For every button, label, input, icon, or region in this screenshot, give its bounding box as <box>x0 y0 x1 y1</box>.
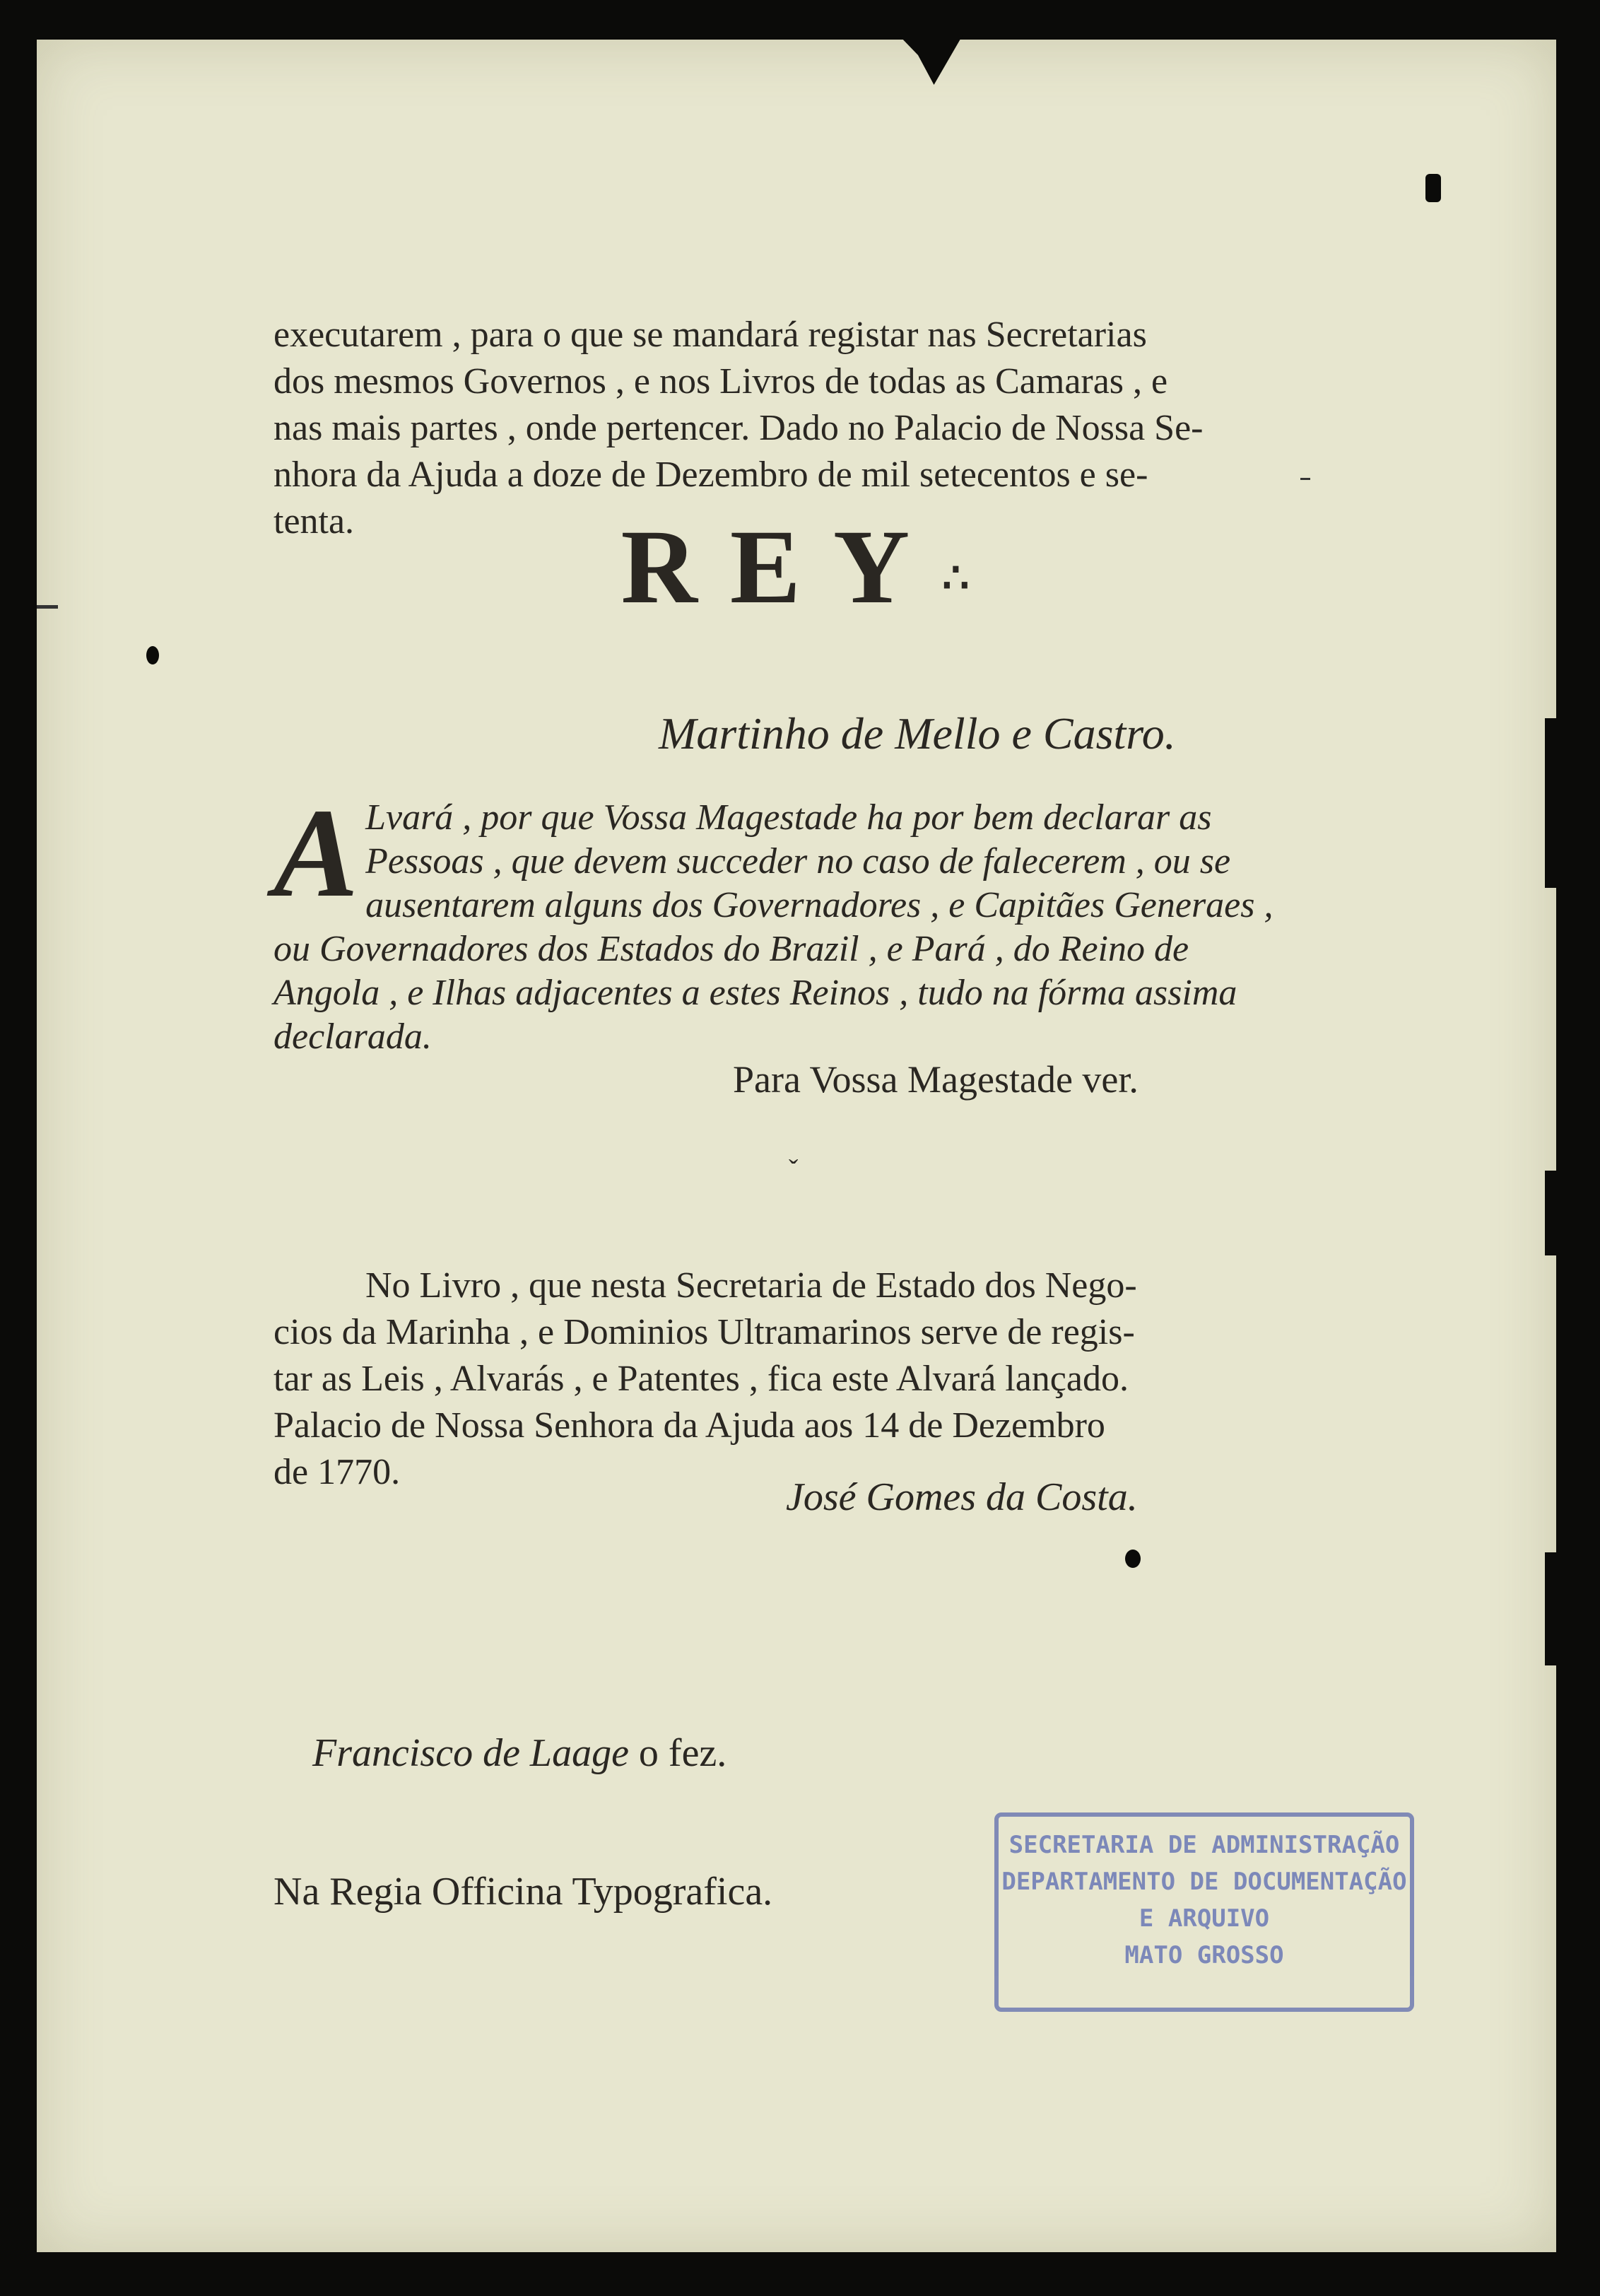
registration-paragraph <box>273 1263 1277 1496</box>
stamp-line: DEPARTAMENTO DE DOCUMENTAÇÃO <box>1001 1868 1407 1896</box>
ink-blot <box>146 646 159 664</box>
opening-line: executarem , para o que se mandará registar nas Secretarias <box>273 315 1147 355</box>
torn-notch <box>899 35 963 85</box>
drop-cap: A <box>273 783 359 923</box>
opening-line: dos mesmos Governos , e nos Livros de todas as Camaras , e <box>273 361 1168 402</box>
registration-line: No Livro , que nesta Secretaria de Estado dos Nego- <box>365 1265 1137 1306</box>
margin-mark <box>1300 478 1310 480</box>
small-mark: ˇ <box>789 1154 799 1185</box>
torn-edge <box>1545 718 1560 888</box>
clerk-signature: José Gomes da Costa. <box>786 1475 1138 1519</box>
rey-word: REY <box>620 508 943 626</box>
rey-dots: ∴ <box>942 554 972 602</box>
stamp-line: E ARQUIVO <box>1139 1904 1270 1933</box>
stamp-line: MATO GROSSO <box>1124 1941 1284 1969</box>
signer-name: Martinho de Mello e Castro. <box>659 708 1176 758</box>
maker-name: Francisco de Laage <box>312 1731 629 1775</box>
printer-line: Na Regia Officina Typografica. <box>273 1870 773 1914</box>
maker-line <box>312 1730 727 1776</box>
ink-blot <box>1125 1550 1141 1568</box>
opening-line: tenta. <box>273 501 355 541</box>
maker-suffix: o fez. <box>628 1731 727 1775</box>
stamp-line: SECRETARIA DE ADMINISTRAÇÃO <box>1008 1831 1400 1859</box>
registration-line: Palacio de Nossa Senhora da Ajuda aos 14 de Dezembro <box>273 1405 1105 1446</box>
registration-line: cios da Marinha , e Dominios Ultramarinos serve de regis- <box>273 1312 1135 1352</box>
torn-edge <box>1545 1552 1560 1665</box>
registration-line: tar as Leis , Alvarás , e Patentes , fica este Alvará lançado. <box>273 1359 1129 1399</box>
archive-stamp <box>994 1812 1414 2012</box>
registration-line: de 1770. <box>273 1452 401 1492</box>
ink-blot <box>1425 174 1441 202</box>
document-page <box>37 40 1556 2252</box>
opening-line: nas mais partes , onde pertencer. Dado no Palacio de Nossa Se- <box>273 408 1204 448</box>
alvara-text: Lvará , por que Vossa Magestade ha por bem declarar as Pessoas , que devem succeder no caso de falecerem , ou se ausentarem alguns dos Governadores , e Capitães Generaes , ou Governadores dos Estados do Brazil , e Pará , do Reino de Angola , e Ilhas adjacentes a estes Reinos , tudo na fórma assima declarada. <box>273 797 1273 1057</box>
alvara-summary <box>273 783 1284 1059</box>
margin-mark <box>37 605 58 609</box>
opening-line: nhora da Ajuda a doze de Dezembro de mil setecentos e se- <box>273 455 1148 495</box>
torn-edge <box>1545 1171 1560 1255</box>
para-vossa-line: Para Vossa Magestade ver. <box>733 1058 1139 1101</box>
rey-heading <box>37 506 1556 628</box>
